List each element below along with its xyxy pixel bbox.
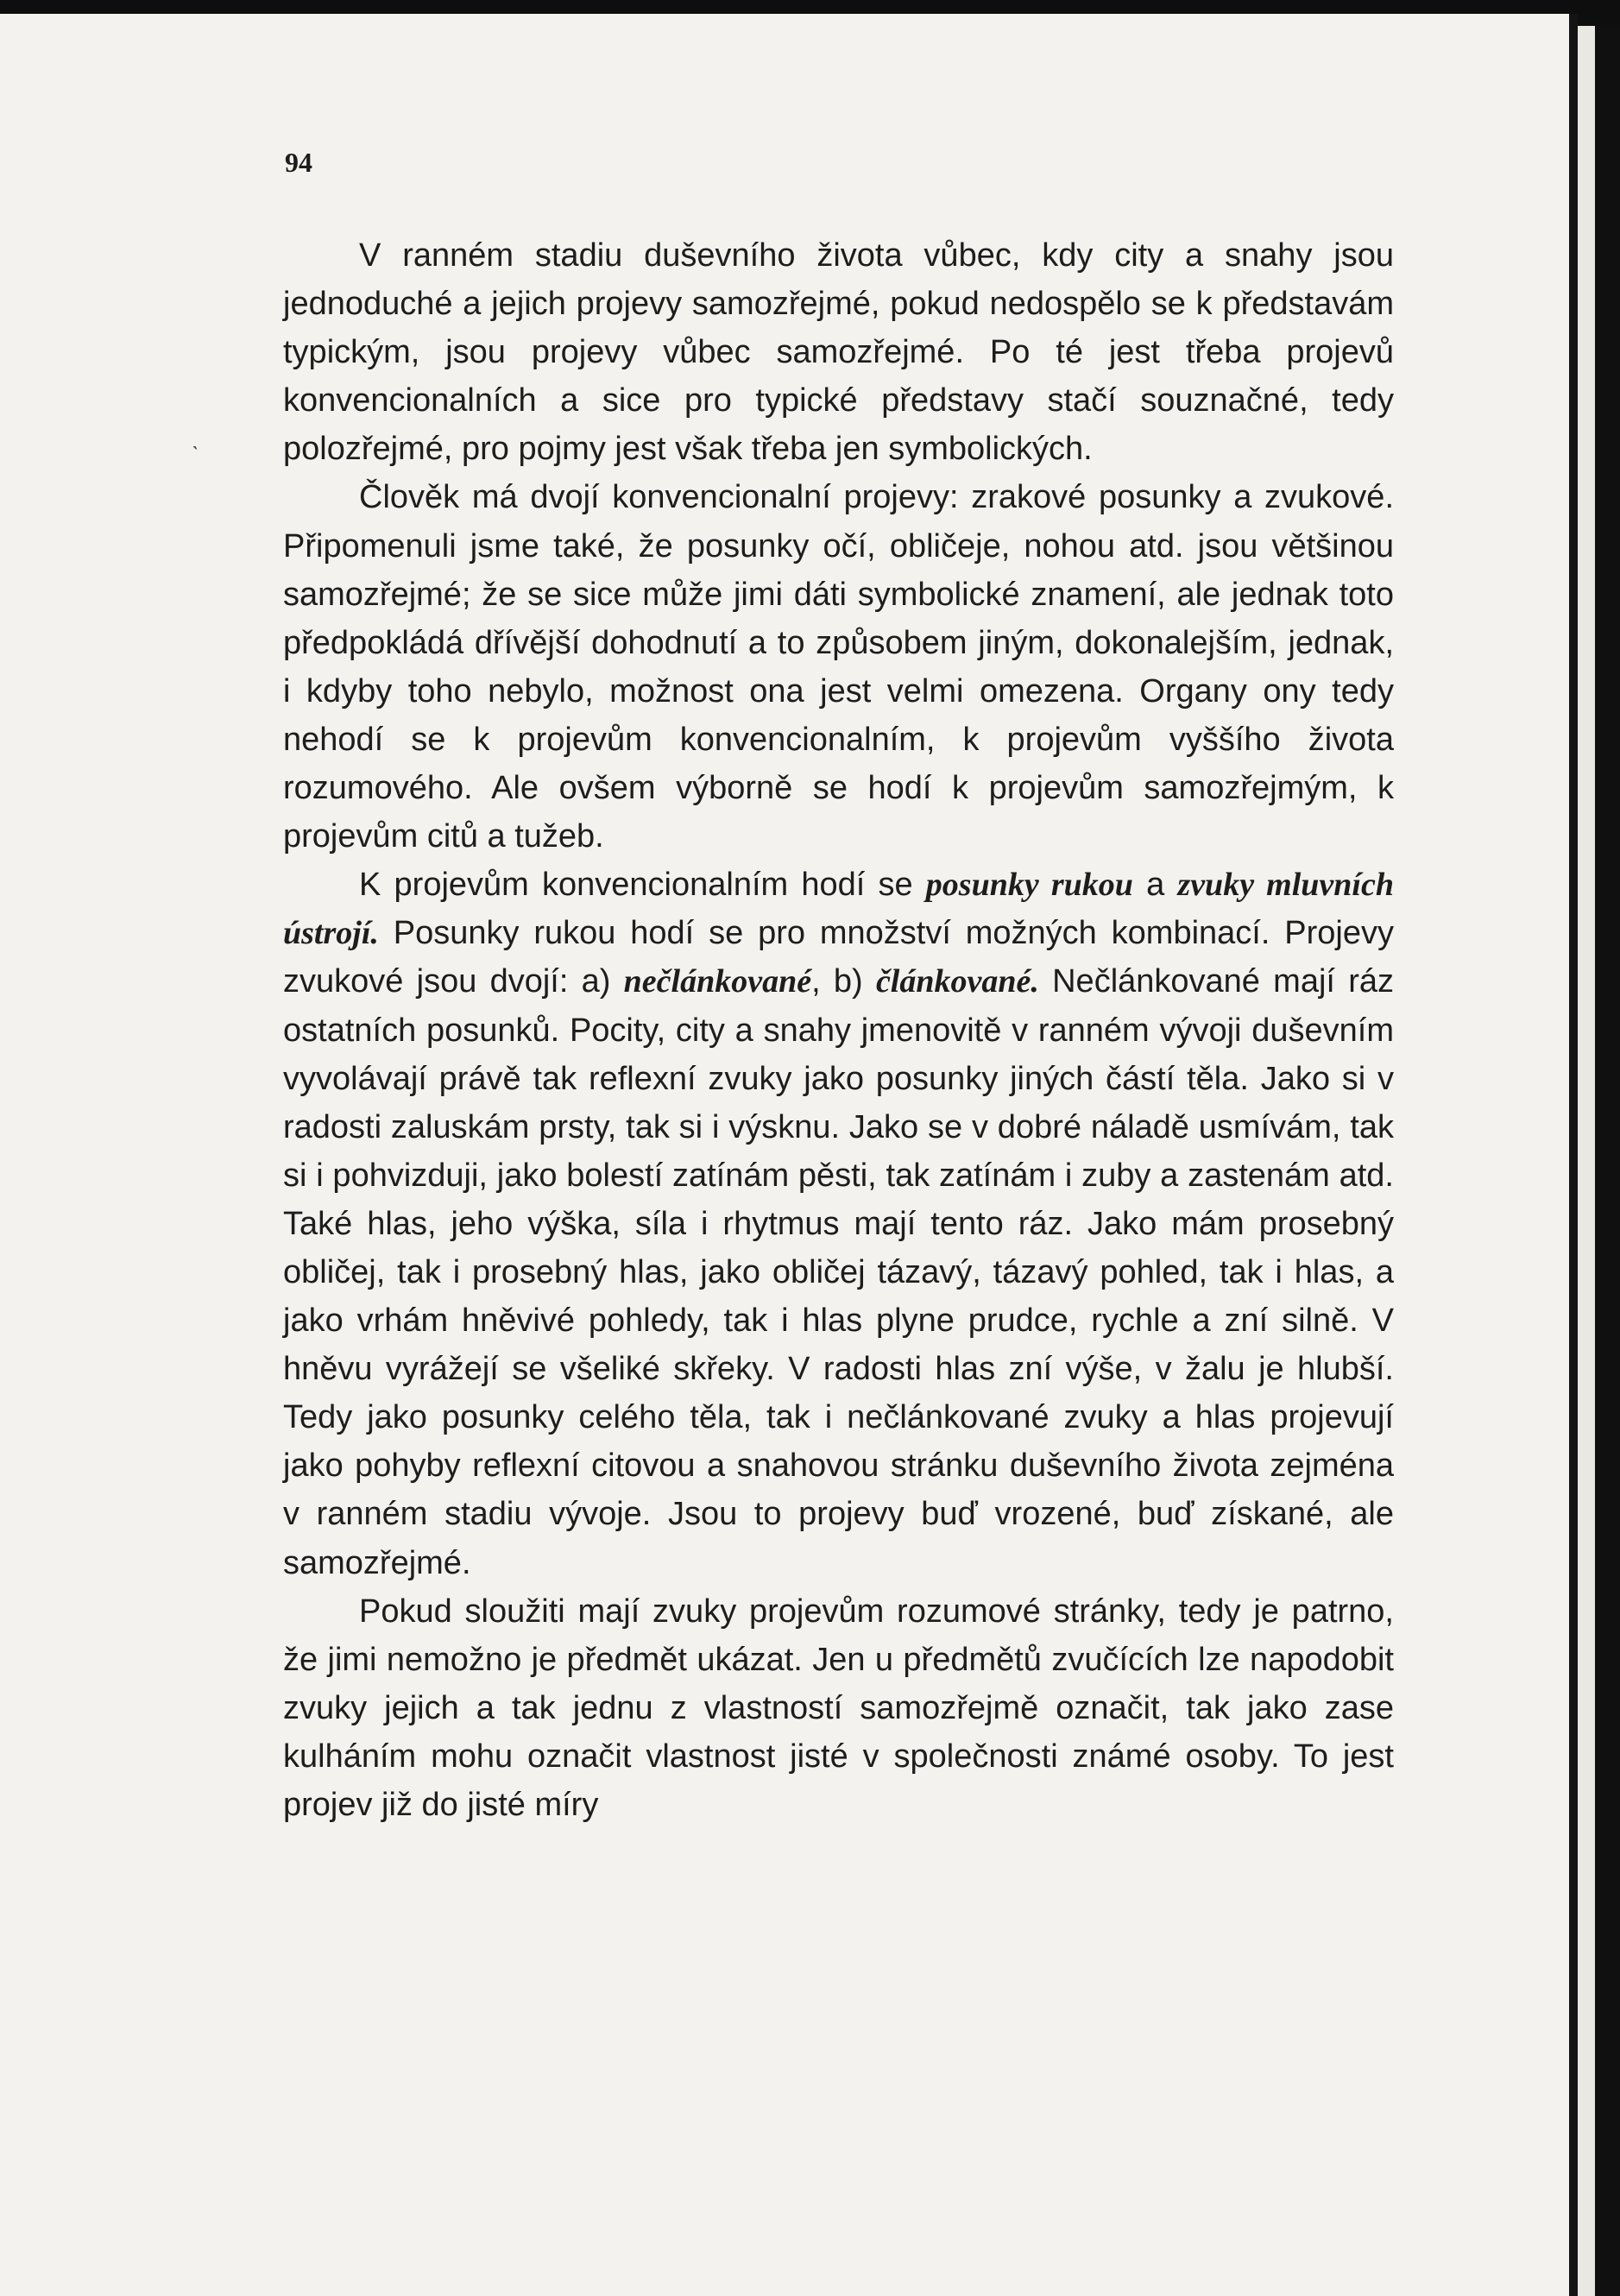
paragraph-4 [283,1587,1394,1829]
text-run: Nečlánkované mají ráz ostatních posunků. Pocity, city a snahy jmenovitě v ranném vývoji duševním vyvolávají právě tak reflexní zvuky jako posunky jiných částí těla. Jako si v radosti zaluskám prsty, tak si i výsknu. Jako se v dobré náladě usmívám, tak si i pohvizduji, jako bolestí zatínám pěsti, tak zatínám i zuby a zastenám atd. Také hlas, jeho výška, síla i rhytmus mají tento ráz. Jako mám prosebný obličej, tak i prosebný hlas, jako obličej tázavý, tázavý pohled, tak i hlas, a jako vrhám hněvivé pohledy, tak i hlas plyne prudce, rychle a zní silně. V hněvu vyrážejí se všeliké skřeky. V radosti hlas zní výše, v žalu je hlubší. Tedy jako posunky celého těla, tak i nečlánkované zvuky a hlas projevují jako pohyby reflexní citovou a snahovou stránku duševního života zejména v ranném stadiu vývoje. Jsou to projevy buď vrozené, buď získané, ale samozřejmé. [283,963,1394,1581]
text-run: V ranném stadiu duševního života vůbec, kdy city a snahy jsou jednoduché a jejich projevy samozřejmé, pokud nedospělo se k představám typickým, jsou projevy vůbec samozřejmé. Po té jest třeba projevů konvencionalních a sice pro typické představy stačí souznačné, tedy polozřejmé, pro pojmy jest však třeba jen symbolických. [283,237,1394,468]
emphasized-term: zvuky mluvních ústrojí. [283,867,1394,952]
paragraph-3 [283,861,1394,1586]
body-text [283,231,1394,1829]
emphasized-term: posunky rukou [925,867,1133,904]
paragraph-1 [283,231,1394,473]
scan-edge-shadow [1595,26,1620,2296]
text-run: Posunky rukou hodí se pro množství možných kombinací. Projevy zvukové jsou dvojí: a) [283,915,1394,1000]
text-run: a [1132,867,1178,904]
text-run: Člověk má dvojí konvencionalní projevy: zrakové posunky a zvukové. Připomenuli jsme také, že posunky očí, obličeje, nohou atd. jsou většinou samozřejmé; že se sice může jimi dáti symbolické znamení, ale jednak toto předpokládá dřívější dohodnutí a to způsobem jiným, dokonalejším, jednak, i kdyby toho nebylo, možnost ona jest velmi omezena. Organy ony tedy nehodí se k projevům konvencionalním, k projevům vyššího života rozumového. Ale ovšem výborně se hodí k projevům samozřejmým, k projevům citů a tužeb. [283,479,1394,855]
margin-speck: ˋ [192,442,199,468]
text-run: Pokud sloužiti mají zvuky projevům rozumové stránky, tedy je patrno, že jimi nemožno je předmět ukázat. Jen u předmětů zvučících lze napodobit zvuky jejich a tak jednu z vlastností samozřejmě označit, tak jako zase kulháním mohu označit vlastnost jisté v společnosti známé osoby. To jest projev již do jisté míry [283,1593,1394,1823]
emphasized-term: článkované. [875,963,1039,1000]
emphasized-term: nečlánkované [623,963,812,1000]
page-edge-line [1569,14,1578,2296]
paragraph-2 [283,473,1394,861]
page-number: 94 [285,147,312,178]
text-run: K projevům konvencionalním hodí se [359,867,926,904]
text-run: , b) [811,963,876,1000]
